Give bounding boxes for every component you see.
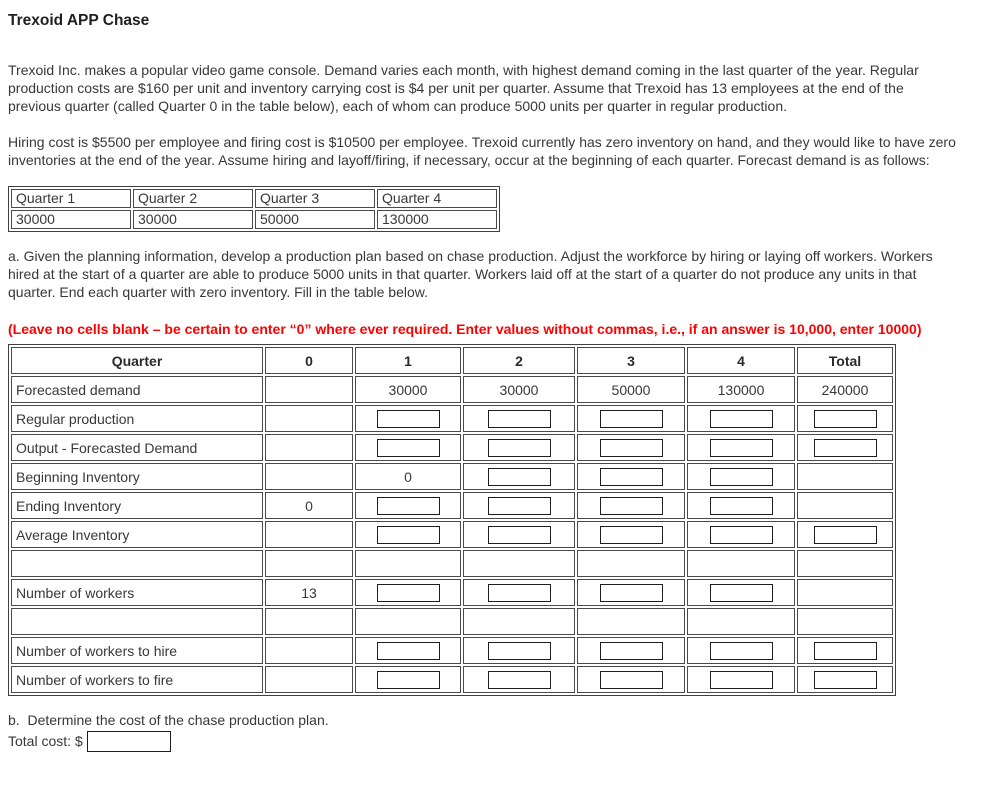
workers-to-fire-q4-input[interactable] (710, 671, 773, 689)
spacer-1-q1-cell (355, 550, 461, 577)
number-of-workers-row-label: Number of workers (11, 579, 263, 606)
ending-inventory-q0-value: 0 (265, 492, 353, 519)
average-inventory-total-input[interactable] (814, 526, 877, 544)
ending-inventory-q2-input[interactable] (488, 497, 551, 515)
spacer-1-total-cell (797, 550, 893, 577)
regular-production-q4-cell (687, 405, 795, 432)
workers-to-hire-q1-cell (355, 637, 461, 664)
forecasted-demand-row (11, 376, 893, 403)
average-inventory-q1-input[interactable] (377, 526, 440, 544)
average-inventory-row (11, 521, 893, 548)
plan-header-3: 3 (577, 347, 685, 374)
demand-value-q3: 50000 (255, 210, 375, 229)
production-plan-table (8, 344, 896, 696)
ending-inventory-total-cell (797, 492, 893, 519)
regular-production-row (11, 405, 893, 432)
beginning-inventory-row (11, 463, 893, 490)
workers-to-fire-q0-cell (265, 666, 353, 693)
demand-header-row (11, 189, 497, 208)
spacer-1-q2-cell (463, 550, 575, 577)
beginning-inventory-q4-input[interactable] (710, 468, 773, 486)
demand-header-q4: Quarter 4 (377, 189, 497, 208)
output-minus-forecasted-demand-q2-cell (463, 434, 575, 461)
ending-inventory-q3-cell (577, 492, 685, 519)
forecasted-demand-q3-value: 50000 (577, 376, 685, 403)
output-minus-forecasted-demand-total-cell (797, 434, 893, 461)
workers-to-hire-q2-cell (463, 637, 575, 664)
beginning-inventory-q3-cell (577, 463, 685, 490)
workers-to-hire-total-input[interactable] (814, 642, 877, 660)
output-minus-forecasted-demand-row-label: Output - Forecasted Demand (11, 434, 263, 461)
hiring-cost-paragraph: Hiring cost is $5500 per employee and firing cost is $10500 per employee. Trexoid currently has zero inventory on hand, and they would like to have zero inventories at the end of the year. Assume hiring and layoff/firing, if necessary, occur at the beginning of each quarter. Forecast demand is as follows: (8, 134, 956, 169)
beginning-inventory-q4-cell (687, 463, 795, 490)
number-of-workers-q1-cell (355, 579, 461, 606)
output-minus-forecasted-demand-q2-input[interactable] (488, 439, 551, 457)
beginning-inventory-q2-cell (463, 463, 575, 490)
regular-production-q3-input[interactable] (600, 410, 663, 428)
number-of-workers-q2-cell (463, 579, 575, 606)
ending-inventory-q2-cell (463, 492, 575, 519)
workers-to-hire-q4-input[interactable] (710, 642, 773, 660)
forecast-demand-table (8, 186, 500, 232)
total-cost-line (8, 731, 980, 752)
average-inventory-q3-input[interactable] (600, 526, 663, 544)
workers-to-fire-total-input[interactable] (814, 671, 877, 689)
beginning-inventory-row-label: Beginning Inventory (11, 463, 263, 490)
beginning-inventory-q0-cell (265, 463, 353, 490)
part-a-paragraph: a. Given the planning information, develop a production plan based on chase production. Adjust the workforce by hiring or laying off workers. Workers hired at the start of a quarter are able to produce 5000 units in that quarter. Workers laid off at the start of a quarter do not produce any units in that quarter. End each quarter with zero inventory. Fill in the table below. (8, 247, 933, 300)
average-inventory-q4-input[interactable] (710, 526, 773, 544)
workers-to-fire-q2-cell (463, 666, 575, 693)
forecasted-demand-row-label: Forecasted demand (11, 376, 263, 403)
plan-header-4: 4 (687, 347, 795, 374)
spacer-2-q0-cell (265, 608, 353, 635)
regular-production-total-cell (797, 405, 893, 432)
demand-value-q2: 30000 (133, 210, 253, 229)
number-of-workers-row (11, 579, 893, 606)
regular-production-q4-input[interactable] (710, 410, 773, 428)
workers-to-hire-row (11, 637, 893, 664)
average-inventory-q2-input[interactable] (488, 526, 551, 544)
total-cost-input[interactable] (87, 731, 171, 752)
forecasted-demand-q2-value: 30000 (463, 376, 575, 403)
forecasted-demand-total-value: 240000 (797, 376, 893, 403)
workers-to-fire-total-cell (797, 666, 893, 693)
output-minus-forecasted-demand-q1-input[interactable] (377, 439, 440, 457)
average-inventory-row-label: Average Inventory (11, 521, 263, 548)
workers-to-fire-q3-input[interactable] (600, 671, 663, 689)
spacer-1-q4-cell (687, 550, 795, 577)
instruction-warning: (Leave no cells blank – be certain to enter “0” where ever required. Enter values without commas, i.e., if an answer is 10,000, enter 10000) (8, 321, 922, 338)
number-of-workers-q4-cell (687, 579, 795, 606)
regular-production-q0-cell (265, 405, 353, 432)
spacer-1-row-label (11, 550, 263, 577)
ending-inventory-row-label: Ending Inventory (11, 492, 263, 519)
output-minus-forecasted-demand-q4-cell (687, 434, 795, 461)
output-minus-forecasted-demand-q1-cell (355, 434, 461, 461)
beginning-inventory-total-cell (797, 463, 893, 490)
number-of-workers-q2-input[interactable] (488, 584, 551, 602)
spacer-1-q0-cell (265, 550, 353, 577)
demand-header-q2: Quarter 2 (133, 189, 253, 208)
number-of-workers-q3-cell (577, 579, 685, 606)
workers-to-fire-q2-input[interactable] (488, 671, 551, 689)
plan-header-row (11, 347, 893, 374)
spacer-2-q3-cell (577, 608, 685, 635)
beginning-inventory-q1-value: 0 (355, 463, 461, 490)
regular-production-q1-input[interactable] (377, 410, 440, 428)
forecasted-demand-q0-cell (265, 376, 353, 403)
output-minus-forecasted-demand-q3-cell (577, 434, 685, 461)
workers-to-fire-q1-cell (355, 666, 461, 693)
plan-header-quarter: Quarter (11, 347, 263, 374)
workers-to-hire-q3-input[interactable] (600, 642, 663, 660)
part-b-paragraph: b. Determine the cost of the chase production plan. (8, 712, 329, 729)
workers-to-fire-q3-cell (577, 666, 685, 693)
page-title: Trexoid APP Chase (8, 12, 150, 29)
demand-value-row (11, 210, 497, 229)
plan-header-0: 0 (265, 347, 353, 374)
ending-inventory-q1-cell (355, 492, 461, 519)
beginning-inventory-q2-input[interactable] (488, 468, 551, 486)
average-inventory-q3-cell (577, 521, 685, 548)
regular-production-q2-input[interactable] (488, 410, 551, 428)
average-inventory-q2-cell (463, 521, 575, 548)
forecasted-demand-q1-value: 30000 (355, 376, 461, 403)
workers-to-hire-q4-cell (687, 637, 795, 664)
spacer-2-q1-cell (355, 608, 461, 635)
beginning-inventory-q3-input[interactable] (600, 468, 663, 486)
output-minus-forecasted-demand-q0-cell (265, 434, 353, 461)
workers-to-hire-total-cell (797, 637, 893, 664)
spacer-2-q4-cell (687, 608, 795, 635)
output-minus-forecasted-demand-q4-input[interactable] (710, 439, 773, 457)
workers-to-hire-row-label: Number of workers to hire (11, 637, 263, 664)
ending-inventory-q4-cell (687, 492, 795, 519)
spacer-1-q3-cell (577, 550, 685, 577)
demand-value-q1: 30000 (11, 210, 131, 229)
workers-to-hire-q1-input[interactable] (377, 642, 440, 660)
regular-production-q1-cell (355, 405, 461, 432)
output-minus-forecasted-demand-q3-input[interactable] (600, 439, 663, 457)
plan-header-total: Total (797, 347, 893, 374)
total-cost-label: Total cost: $ (8, 733, 83, 750)
spacer-2-total-cell (797, 608, 893, 635)
output-minus-forecasted-demand-total-input[interactable] (814, 439, 877, 457)
spacer-2-q2-cell (463, 608, 575, 635)
spacer-2-row (11, 608, 893, 635)
regular-production-row-label: Regular production (11, 405, 263, 432)
ending-inventory-q4-input[interactable] (710, 497, 773, 515)
plan-header-2: 2 (463, 347, 575, 374)
regular-production-q2-cell (463, 405, 575, 432)
demand-header-q1: Quarter 1 (11, 189, 131, 208)
regular-production-q3-cell (577, 405, 685, 432)
workers-to-fire-q4-cell (687, 666, 795, 693)
regular-production-total-input[interactable] (814, 410, 877, 428)
average-inventory-q4-cell (687, 521, 795, 548)
workers-to-hire-q3-cell (577, 637, 685, 664)
number-of-workers-q4-input[interactable] (710, 584, 773, 602)
number-of-workers-q3-input[interactable] (600, 584, 663, 602)
intro-paragraph: Trexoid Inc. makes a popular video game console. Demand varies each month, with highest demand coming in the last quarter of the year. Regular production costs are $160 per unit and inventory carrying cost is $4 per unit per quarter. Assume that Trexoid has 13 employees at the end of the previous quarter (called Quarter 0 in the table below), each of whom can produce 5000 units per quarter in regular production. (8, 62, 919, 114)
number-of-workers-total-cell (797, 579, 893, 606)
average-inventory-q0-cell (265, 521, 353, 548)
ending-inventory-q3-input[interactable] (600, 497, 663, 515)
plan-header-1: 1 (355, 347, 461, 374)
demand-value-q4: 130000 (377, 210, 497, 229)
demand-header-q3: Quarter 3 (255, 189, 375, 208)
spacer-2-row-label (11, 608, 263, 635)
question-page (0, 12, 990, 752)
output-minus-forecasted-demand-row (11, 434, 893, 461)
number-of-workers-q1-input[interactable] (377, 584, 440, 602)
spacer-1-row (11, 550, 893, 577)
forecasted-demand-q4-value: 130000 (687, 376, 795, 403)
ending-inventory-q1-input[interactable] (377, 497, 440, 515)
workers-to-hire-q0-cell (265, 637, 353, 664)
ending-inventory-row (11, 492, 893, 519)
workers-to-fire-q1-input[interactable] (377, 671, 440, 689)
average-inventory-q1-cell (355, 521, 461, 548)
average-inventory-total-cell (797, 521, 893, 548)
workers-to-fire-row-label: Number of workers to fire (11, 666, 263, 693)
workers-to-fire-row (11, 666, 893, 693)
workers-to-hire-q2-input[interactable] (488, 642, 551, 660)
number-of-workers-q0-value: 13 (265, 579, 353, 606)
